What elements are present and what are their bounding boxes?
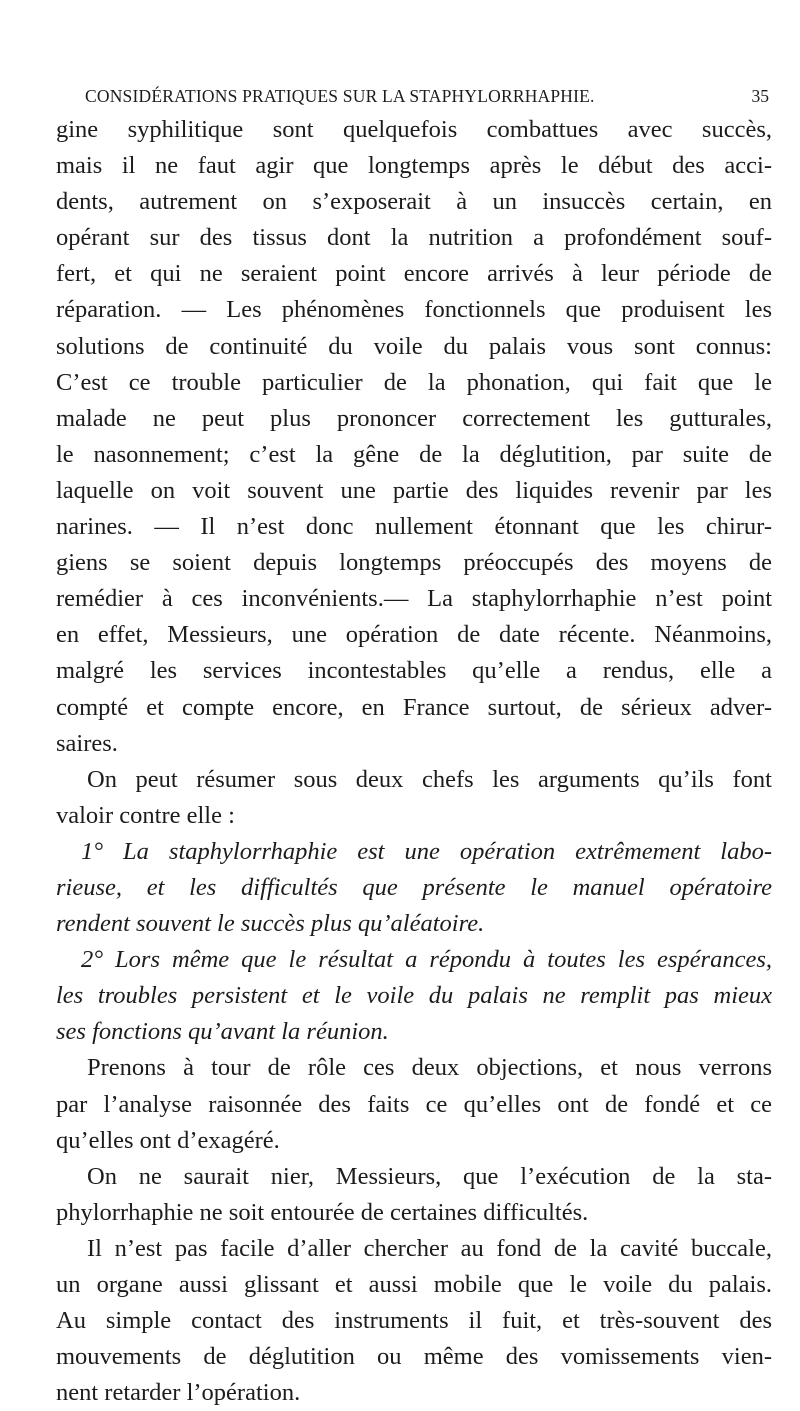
paragraph [56,1050,772,1158]
running-title: CONSIDÉRATIONS PRATIQUES SUR LA STAPHYLORRHAPHIE. [85,86,595,106]
text-line: 2° Lors même que le résultat a répondu à toutes les espérances, [81,946,772,974]
text-line: nent retarder l’opération. [56,1379,301,1407]
text-line: mouvements de déglutition ou même des vomissements vien- [56,1343,772,1371]
text-line: giens se soient depuis longtemps préoccupés des moyens de [56,549,772,577]
paragraph [56,762,772,834]
text-line: réparation. — Les phénomènes fonctionnels que produisent les [56,296,772,324]
text-line: saires. [56,729,118,757]
text-line: C’est ce trouble particulier de la phonation, qui fait que le [56,368,772,396]
text-line: le nasonnement; c’est la gêne de la déglutition, par suite de [56,440,772,468]
text-line: Il n’est pas facile d’aller chercher au fond de la cavité buccale, [87,1234,772,1262]
text-line: phylorrhaphie ne soit entourée de certaines difficultés. [56,1198,589,1226]
text-line: On peut résumer sous deux chefs les arguments qu’ils font [87,765,772,793]
text-line: rieuse, et les difficultés que présente le manuel opératoire [56,873,772,901]
text-line: laquelle on voit souvent une partie des liquides revenir par les [56,476,772,504]
paragraph [56,1231,772,1411]
paragraph [56,1159,772,1231]
text-line: solutions de continuité du voile du palais vous sont connus: [56,332,772,360]
text-line: narines. — Il n’est donc nullement étonnant que les chirur- [56,513,772,541]
text-line: remédier à ces inconvénients.— La staphylorrhaphie n’est point [56,585,772,613]
text-line: compté et compte encore, en France surtout, de sérieux adver- [56,693,772,721]
text-line: les troubles persistent et le voile du palais ne remplit pas mieux [56,982,772,1010]
objection-item [56,942,772,1050]
text-line: rendent souvent le succès plus qu’aléatoire. [56,910,485,938]
text-line: fert, et qui ne seraient point encore arrivés à leur période de [56,260,772,288]
text-line: opérant sur des tissus dont la nutrition a profondément souf- [56,224,772,252]
text-line: 1° La staphylorrhaphie est une opération extrêmement labo- [81,837,772,865]
body-text [56,112,772,1411]
text-line: Prenons à tour de rôle ces deux objections, et nous verrons [87,1054,772,1082]
objection-item [56,834,772,942]
paragraph [56,112,772,762]
text-line: gine syphilitique sont quelquefois combattues avec succès, [56,116,772,143]
text-line: mais il ne faut agir que longtemps après le début des acci- [56,152,772,180]
text-line: dents, autrement on s’exposerait à un insuccès certain, en [56,188,772,216]
text-line: un organe aussi glissant et aussi mobile que le voile du palais. [56,1271,772,1298]
text-line: malgré les services incontestables qu’elle a rendus, elle a [56,657,772,685]
text-line: ses fonctions qu’avant la réunion. [56,1018,389,1046]
page-number: 35 [751,86,769,106]
text-line: Au simple contact des instruments il fuit, et très-souvent des [56,1307,772,1335]
text-line: en effet, Messieurs, une opération de date récente. Néanmoins, [56,621,772,649]
text-line: On ne saurait nier, Messieurs, que l’exécution de la sta- [87,1162,772,1190]
text-line: valoir contre elle : [56,801,235,829]
text-line: par l’analyse raisonnée des faits ce qu’elles ont de fondé et ce [56,1090,772,1118]
text-line: malade ne peut plus prononcer correctement les gutturales, [56,404,772,432]
text-line: qu’elles ont d’exagéré. [56,1126,280,1154]
running-head [85,86,769,112]
